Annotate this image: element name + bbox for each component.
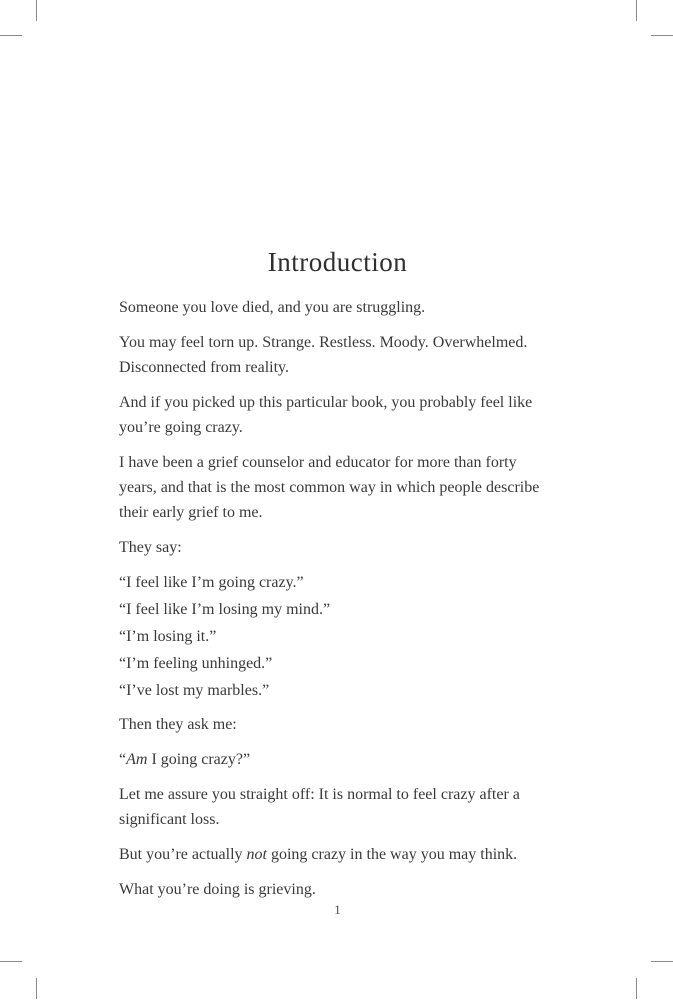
text-column xyxy=(119,246,556,912)
paragraph: Someone you love died, and you are struggling. xyxy=(119,299,426,316)
paragraph: But you’re actually not going crazy in the way you may think. xyxy=(119,846,518,863)
crop-mark-bottom-right-vertical xyxy=(636,978,637,999)
quote-line: “I’ve lost my marbles.” xyxy=(119,682,270,699)
quote-line: “I’m feeling unhinged.” xyxy=(119,655,273,672)
crop-mark-top-right-horizontal xyxy=(651,35,673,36)
paragraph: They say: xyxy=(119,539,182,556)
quote-line: “I feel like I’m losing my mind.” xyxy=(119,601,331,618)
crop-mark-top-right-vertical xyxy=(636,0,637,21)
quote-line: “I’m losing it.” xyxy=(119,628,217,645)
crop-mark-top-left-horizontal xyxy=(0,35,22,36)
crop-mark-bottom-right-horizontal xyxy=(651,961,673,962)
paragraph: “Am I going crazy?” xyxy=(119,751,251,768)
crop-mark-bottom-left-vertical xyxy=(36,978,37,999)
paragraph: And if you picked up this particular book, you probably feel like you’re going crazy. xyxy=(119,394,533,436)
quote-line: “I feel like I’m going crazy.” xyxy=(119,574,304,591)
paragraph: Let me assure you straight off: It is normal to feel crazy after a significant loss. xyxy=(119,786,520,828)
paragraph: Then they ask me: xyxy=(119,716,237,733)
chapter-title: Introduction xyxy=(267,247,408,277)
crop-mark-bottom-left-horizontal xyxy=(0,961,22,962)
paragraph: I have been a grief counselor and educator for more than forty years, and that is the most common way in which people describe their early grief to me. xyxy=(119,454,540,521)
paragraph: You may feel torn up. Strange. Restless. Moody. Overwhelmed. Disconnected from reality. xyxy=(119,334,528,376)
page-number: 1 xyxy=(334,902,341,917)
paragraph: What you’re doing is grieving. xyxy=(119,881,316,898)
crop-mark-top-left-vertical xyxy=(36,0,37,21)
